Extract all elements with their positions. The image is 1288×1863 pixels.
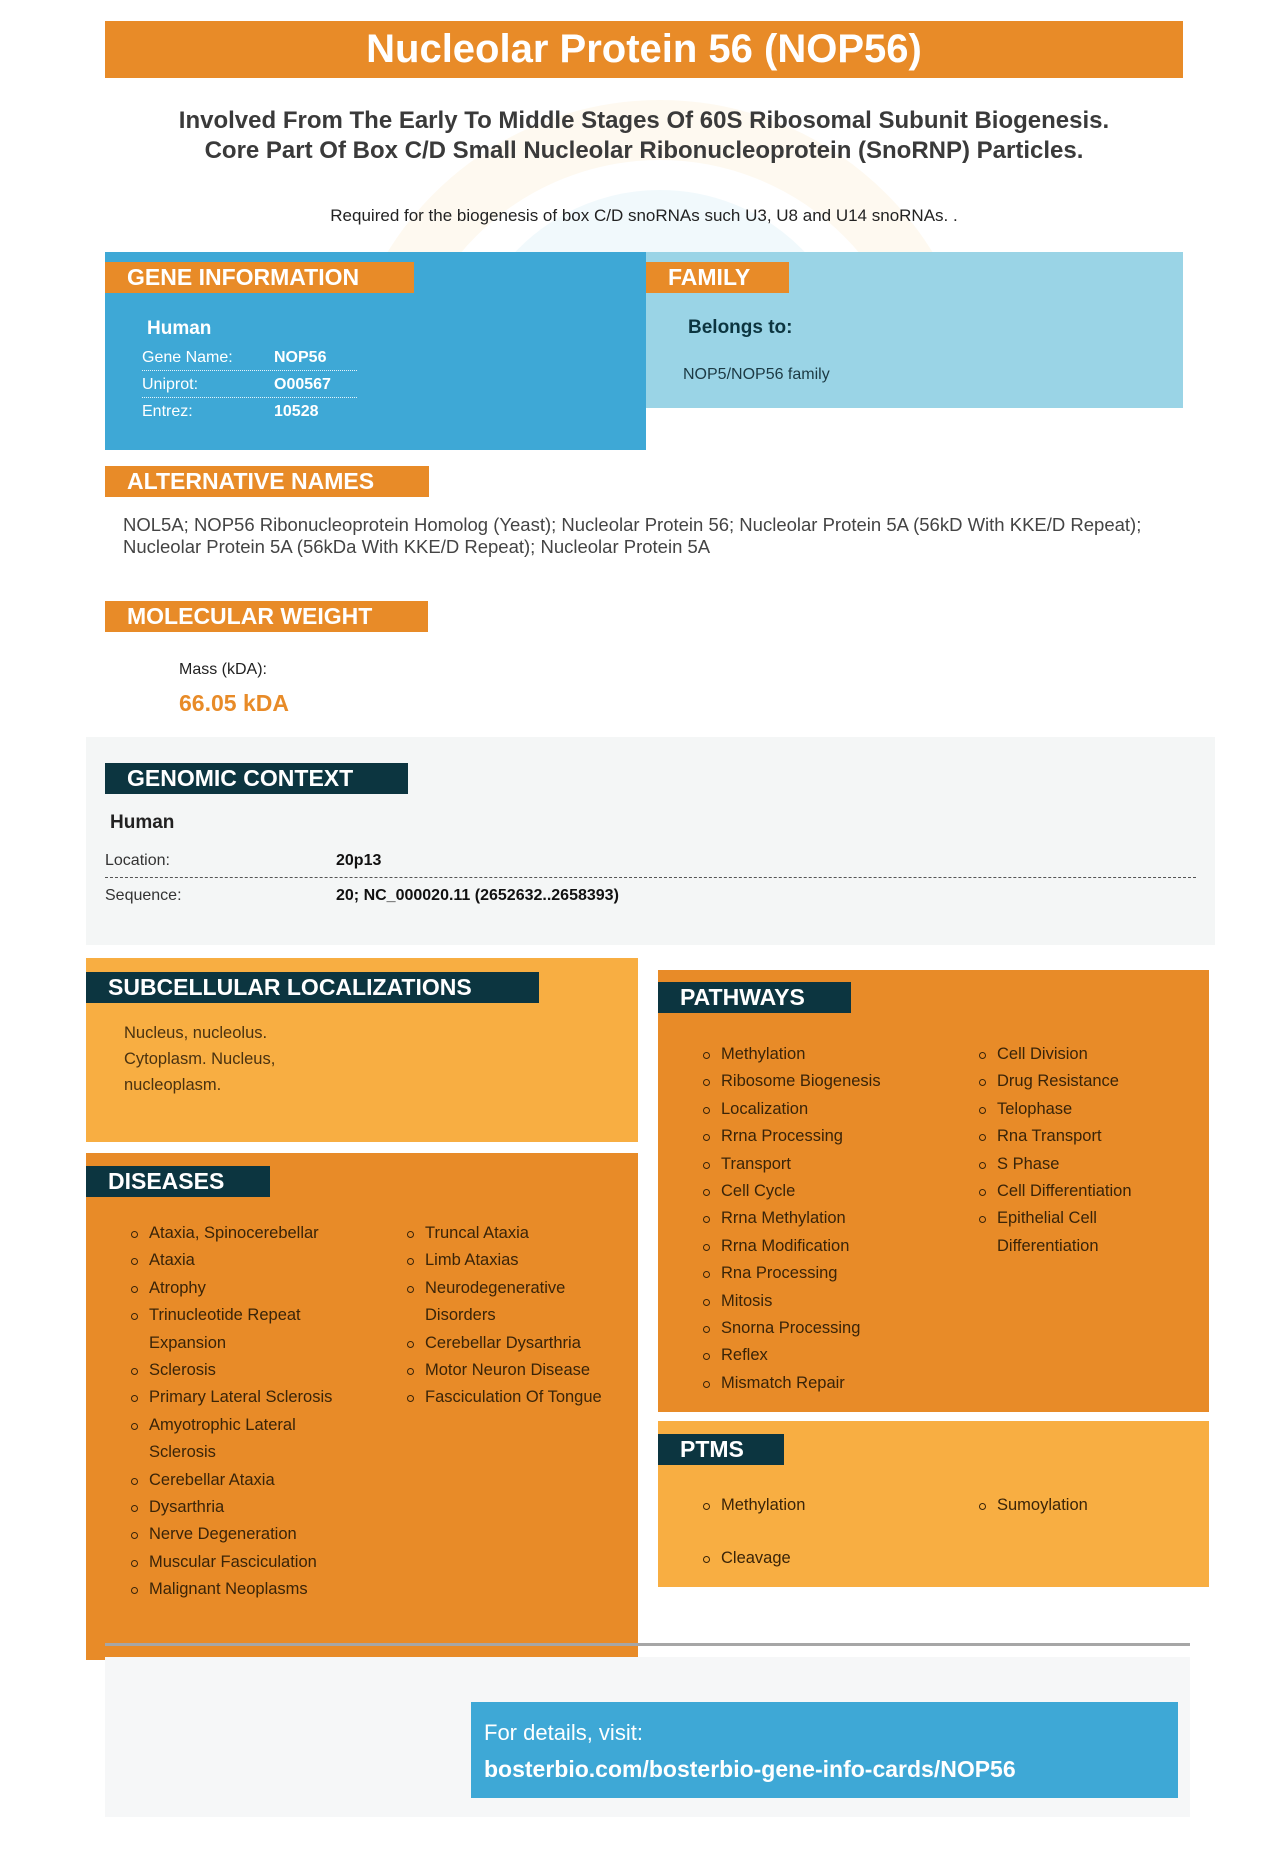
- details-link[interactable]: bosterbio.com/bosterbio-gene-info-cards/NOP56: [484, 1756, 1016, 1782]
- disease-item: Amyotrophic Lateral Sclerosis: [131, 1412, 361, 1467]
- disease-item: Limb Ataxias: [407, 1247, 632, 1274]
- pathway-item: Mitosis: [703, 1288, 943, 1315]
- disease-item: Primary Lateral Sclerosis: [131, 1384, 361, 1411]
- gene-species: Human: [147, 318, 212, 339]
- pathway-item: Cell Division: [979, 1041, 1179, 1068]
- disease-item: Nerve Degeneration: [131, 1521, 361, 1548]
- pathway-item: Cell Differentiation: [979, 1178, 1179, 1205]
- sequence-row: [105, 879, 1196, 913]
- disease-item: Dysarthria: [131, 1494, 361, 1521]
- family-panel: [646, 252, 1183, 408]
- subcellular-line: nucleoplasm.: [124, 1076, 222, 1094]
- pathways-panel: [658, 970, 1209, 1412]
- disease-item: Cerebellar Dysarthria: [407, 1330, 632, 1357]
- ptms-panel: [658, 1421, 1209, 1587]
- disease-item: Neurodegenerative Disorders: [407, 1275, 632, 1330]
- disease-item: Sclerosis: [131, 1357, 361, 1384]
- diseases-panel: [86, 1153, 638, 1660]
- headline-line-1: Involved From The Early To Middle Stages Of 60S Ribosomal Subunit Biogenesis.: [178, 107, 1110, 134]
- mass-label: Mass (kDA):: [179, 661, 267, 678]
- subcellular-localizations-text: [124, 1020, 324, 1098]
- gene-name-value: NOP56: [274, 349, 327, 366]
- alternative-names-text: NOL5A; NOP56 Ribonucleoprotein Homolog (Yeast); Nucleolar Protein 56; Nucleolar Protein 5A (56kD With KKE/D Repeat); Nucleolar Protein 5A (56kDa With KKE/D Repeat); Nucleolar Protein 5A: [123, 514, 1142, 557]
- location-label: Location:: [105, 852, 170, 869]
- pathway-item: Rrna Methylation: [703, 1205, 943, 1232]
- pathway-item: Methylation: [703, 1041, 943, 1068]
- family-heading: FAMILY: [646, 262, 789, 293]
- disease-item: Truncal Ataxia: [407, 1220, 632, 1247]
- ptm-item: Sumoylation: [979, 1492, 1179, 1519]
- headline-line-2: Core Part Of Box C/D Small Nucleolar Ribonucleoprotein (SnoRNP) Particles.: [204, 137, 1084, 164]
- uniprot-label: Uniprot:: [142, 376, 199, 393]
- ptms-heading: PTMS: [658, 1434, 784, 1465]
- headline: [105, 106, 1183, 166]
- details-link-box[interactable]: [471, 1702, 1178, 1798]
- pathways-list-col2: [979, 1041, 1179, 1260]
- molecular-weight-heading: MOLECULAR WEIGHT: [105, 601, 428, 632]
- ptm-item: Methylation: [703, 1492, 943, 1519]
- pathway-item: Localization: [703, 1096, 943, 1123]
- pathway-item: Reflex: [703, 1342, 943, 1369]
- disease-item: Malignant Neoplasms: [131, 1576, 361, 1603]
- gene-name-label: Gene Name:: [142, 349, 233, 366]
- pathway-item: Ribosome Biogenesis: [703, 1068, 943, 1095]
- genomic-context-heading: GENOMIC CONTEXT: [105, 763, 408, 794]
- pathway-item: Transport: [703, 1151, 943, 1178]
- disease-item: Ataxia, Spinocerebellar: [131, 1220, 361, 1247]
- ptm-item: Cleavage: [703, 1545, 943, 1572]
- genomic-species: Human: [110, 812, 175, 833]
- sequence-value: 20; NC_000020.11 (2652632..2658393): [336, 887, 619, 904]
- pathways-list-col1: [703, 1041, 943, 1397]
- sequence-label: Sequence:: [105, 887, 182, 904]
- disease-item: Trinucleotide Repeat Expansion: [131, 1302, 361, 1357]
- diseases-heading: DISEASES: [86, 1166, 270, 1197]
- diseases-list-col2: [407, 1220, 632, 1412]
- pathway-item: Drug Resistance: [979, 1068, 1179, 1095]
- disease-item: Atrophy: [131, 1275, 361, 1302]
- page-title: Nucleolar Protein 56 (NOP56): [105, 21, 1183, 78]
- pathway-item: Mismatch Repair: [703, 1370, 943, 1397]
- diseases-list-col1: [131, 1220, 361, 1604]
- genomic-context-panel: [86, 737, 1215, 945]
- family-belongs-label: Belongs to:: [688, 317, 793, 338]
- pathway-item: Epithelial Cell Differentiation: [979, 1205, 1139, 1260]
- details-label: For details, visit:: [484, 1720, 643, 1745]
- family-value: NOP5/NOP56 family: [683, 366, 830, 383]
- pathway-item: Telophase: [979, 1096, 1179, 1123]
- disease-item: Ataxia: [131, 1247, 361, 1274]
- pathway-item: S Phase: [979, 1151, 1179, 1178]
- subcellular-line: Cytoplasm. Nucleus,: [124, 1050, 276, 1068]
- subcellular-localizations-heading: SUBCELLULAR LOCALIZATIONS: [86, 972, 539, 1003]
- subcellular-line: Nucleus, nucleolus.: [124, 1024, 268, 1042]
- entrez-label: Entrez:: [142, 403, 193, 420]
- gene-information-panel: [105, 252, 646, 450]
- location-value: 20p13: [336, 852, 382, 869]
- disease-item: Motor Neuron Disease: [407, 1357, 632, 1384]
- disease-item: Cerebellar Ataxia: [131, 1467, 361, 1494]
- pathway-item: Rrna Processing: [703, 1123, 943, 1150]
- pathway-item: Rrna Modification: [703, 1233, 943, 1260]
- entrez-row: [142, 398, 357, 425]
- location-row: [105, 844, 1196, 878]
- pathway-item: Rna Transport: [979, 1123, 1179, 1150]
- mass-value: 66.05 kDA: [179, 690, 289, 716]
- uniprot-row: [142, 371, 357, 398]
- pathway-item: Rna Processing: [703, 1260, 943, 1287]
- pathway-item: Snorna Processing: [703, 1315, 943, 1342]
- disease-item: Muscular Fasciculation: [131, 1549, 361, 1576]
- pathways-heading: PATHWAYS: [658, 982, 851, 1013]
- gene-information-heading: GENE INFORMATION: [105, 262, 414, 293]
- uniprot-value: O00567: [274, 376, 331, 393]
- subcellular-localizations-panel: [86, 958, 638, 1142]
- disease-item: Fasciculation Of Tongue: [407, 1384, 632, 1411]
- ptms-list-col1: [703, 1492, 943, 1573]
- entrez-value: 10528: [274, 403, 319, 420]
- alternative-names-heading: ALTERNATIVE NAMES: [105, 466, 429, 497]
- pathway-item: Cell Cycle: [703, 1178, 943, 1205]
- footer-divider: [105, 1643, 1190, 1646]
- function-summary: Required for the biogenesis of box C/D snoRNAs such U3, U8 and U14 snoRNAs. .: [330, 206, 958, 225]
- gene-name-row: [142, 344, 357, 371]
- ptms-list-col2: [979, 1492, 1179, 1519]
